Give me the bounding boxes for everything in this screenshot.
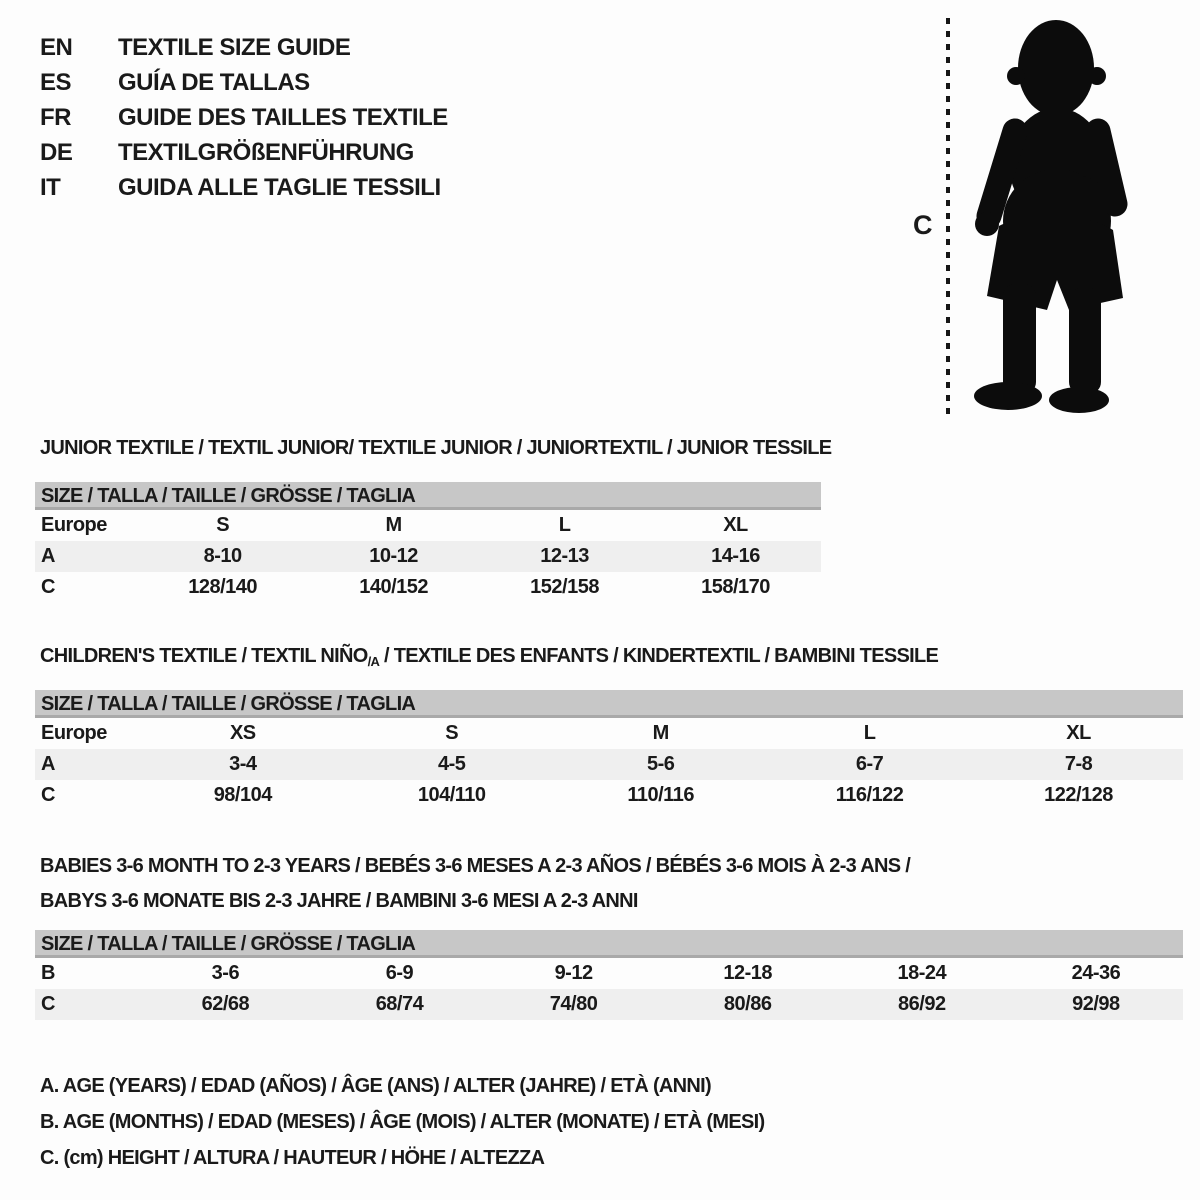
- age-cell: 3-4: [229, 753, 257, 775]
- language-title-list: [40, 30, 448, 205]
- height-cell: 128/140: [188, 576, 258, 598]
- language-code: ES: [40, 68, 72, 96]
- table-row-age-years: [35, 749, 1183, 780]
- language-row-it: [40, 170, 448, 205]
- junior-size-table: [35, 482, 821, 603]
- table-row-age-months: [35, 958, 1183, 989]
- age-cell: 6-7: [855, 753, 884, 775]
- height-cell: 158/170: [701, 576, 770, 598]
- language-code: IT: [40, 173, 61, 201]
- age-cell: 6-9: [385, 962, 414, 984]
- children-size-table: [35, 690, 1183, 811]
- table-row-height-cm: [35, 780, 1183, 811]
- height-cell: 116/122: [835, 784, 904, 806]
- guide-title-de: TEXTILGRÖßENFÜHRUNG: [118, 138, 414, 166]
- height-measure-label: C: [913, 210, 932, 240]
- legend-line-c: C. (cm) HEIGHT / ALTURA / HAUTEUR / HÖHE / ALTEZZA: [40, 1147, 545, 1169]
- height-cell: 98/104: [213, 784, 272, 806]
- age-cell: 10-12: [369, 545, 418, 567]
- guide-title-it: GUIDA ALLE TAGLIE TESSILI: [118, 173, 441, 201]
- language-code: EN: [40, 33, 73, 61]
- age-cell: 14-16: [711, 545, 760, 567]
- size-cell: S: [445, 722, 459, 744]
- language-code: DE: [40, 138, 73, 166]
- row-label: Europe: [41, 514, 107, 536]
- size-cell: XL: [1066, 722, 1091, 744]
- language-code: FR: [40, 103, 71, 131]
- section-title-children-text: / TEXTILE DES ENFANTS / KINDERTEXTIL / BAMBINI TESSILE: [379, 645, 939, 667]
- age-cell: 3-6: [211, 962, 240, 984]
- height-cell: 104/110: [417, 784, 486, 806]
- height-cell: 140/152: [359, 576, 428, 598]
- row-label: C: [41, 784, 55, 806]
- row-label: B: [41, 962, 55, 984]
- age-cell: 8-10: [203, 545, 242, 567]
- age-cell: 12-18: [723, 962, 773, 984]
- row-label: A: [41, 753, 55, 775]
- height-cell: 110/116: [627, 784, 694, 806]
- legend-line-a: A. AGE (YEARS) / EDAD (AÑOS) / ÂGE (ANS) / ALTER (JAHRE) / ETÀ (ANNI): [40, 1075, 711, 1097]
- row-label: A: [41, 545, 55, 567]
- age-cell: 24-36: [1071, 962, 1121, 984]
- measurement-legend: [40, 1068, 764, 1176]
- language-row-es: [40, 65, 448, 100]
- size-cell: L: [558, 514, 571, 536]
- section-title-children-subscript: /A: [367, 654, 380, 669]
- section-title-babies-line1: BABIES 3-6 MONTH TO 2-3 YEARS / BEBÉS 3-6 MESES A 2-3 AÑOS / BÉBÉS 3-6 MOIS À 2-3 ANS /: [40, 855, 911, 877]
- language-row-en: [40, 30, 448, 65]
- table-row-europe: [35, 510, 821, 541]
- age-cell: 5-6: [646, 753, 675, 775]
- height-cell: 152/158: [530, 576, 599, 598]
- section-title-children: [40, 645, 938, 669]
- height-cell: 80/86: [723, 993, 772, 1015]
- height-cell: 122/128: [1044, 784, 1113, 806]
- size-cell: M: [652, 722, 669, 744]
- age-cell: 7-8: [1064, 753, 1093, 775]
- row-label: Europe: [41, 722, 107, 744]
- guide-title-es: GUÍA DE TALLAS: [118, 68, 310, 96]
- row-label: C: [41, 993, 55, 1015]
- legend-line-b: B. AGE (MONTHS) / EDAD (MESES) / ÂGE (MOIS) / ALTER (MONATE) / ETÀ (MESI): [40, 1111, 765, 1133]
- height-cell: 68/74: [375, 993, 424, 1015]
- language-row-de: [40, 135, 448, 170]
- row-label: C: [41, 576, 55, 598]
- size-table-header-bar: SIZE / TALLA / TAILLE / GRÖSSE / TAGLIA: [35, 690, 1183, 718]
- height-cell: 62/68: [201, 993, 250, 1015]
- height-cell: 92/98: [1072, 993, 1120, 1015]
- age-cell: 4-5: [438, 753, 466, 775]
- size-table-header-bar: SIZE / TALLA / TAILLE / GRÖSSE / TAGLIA: [35, 482, 821, 510]
- section-title-children-text: CHILDREN'S TEXTILE / TEXTIL NIÑO: [40, 645, 368, 667]
- size-cell: XS: [229, 722, 256, 744]
- babies-size-table: [35, 930, 1183, 1020]
- table-row-height-cm: [35, 989, 1183, 1020]
- size-cell: XL: [723, 514, 748, 536]
- height-cell: 86/92: [898, 993, 946, 1015]
- size-cell: S: [216, 514, 230, 536]
- height-cell: 74/80: [549, 993, 598, 1015]
- section-title-junior: JUNIOR TEXTILE / TEXTIL JUNIOR/ TEXTILE JUNIOR / JUNIORTEXTIL / JUNIOR TESSILE: [40, 437, 832, 459]
- age-cell: 12-13: [540, 545, 589, 567]
- language-row-fr: [40, 100, 448, 135]
- size-cell: L: [863, 722, 876, 744]
- age-cell: 9-12: [554, 962, 593, 984]
- size-cell: M: [385, 514, 402, 536]
- guide-title-fr: GUIDE DES TAILLES TEXTILE: [118, 103, 448, 131]
- size-table-header-bar: SIZE / TALLA / TAILLE / GRÖSSE / TAGLIA: [35, 930, 1183, 958]
- guide-title-en: TEXTILE SIZE GUIDE: [118, 33, 351, 61]
- section-title-babies-line2: BABYS 3-6 MONATE BIS 2-3 JAHRE / BAMBINI 3-6 MESI A 2-3 ANNI: [40, 890, 638, 912]
- age-cell: 18-24: [897, 962, 947, 984]
- toddler-silhouette-icon: [963, 16, 1133, 416]
- table-row-europe: [35, 718, 1183, 749]
- section-title-babies: [40, 849, 910, 919]
- height-measure-dashed-line: [946, 18, 950, 416]
- table-row-age-years: [35, 541, 821, 572]
- table-row-height-cm: [35, 572, 821, 603]
